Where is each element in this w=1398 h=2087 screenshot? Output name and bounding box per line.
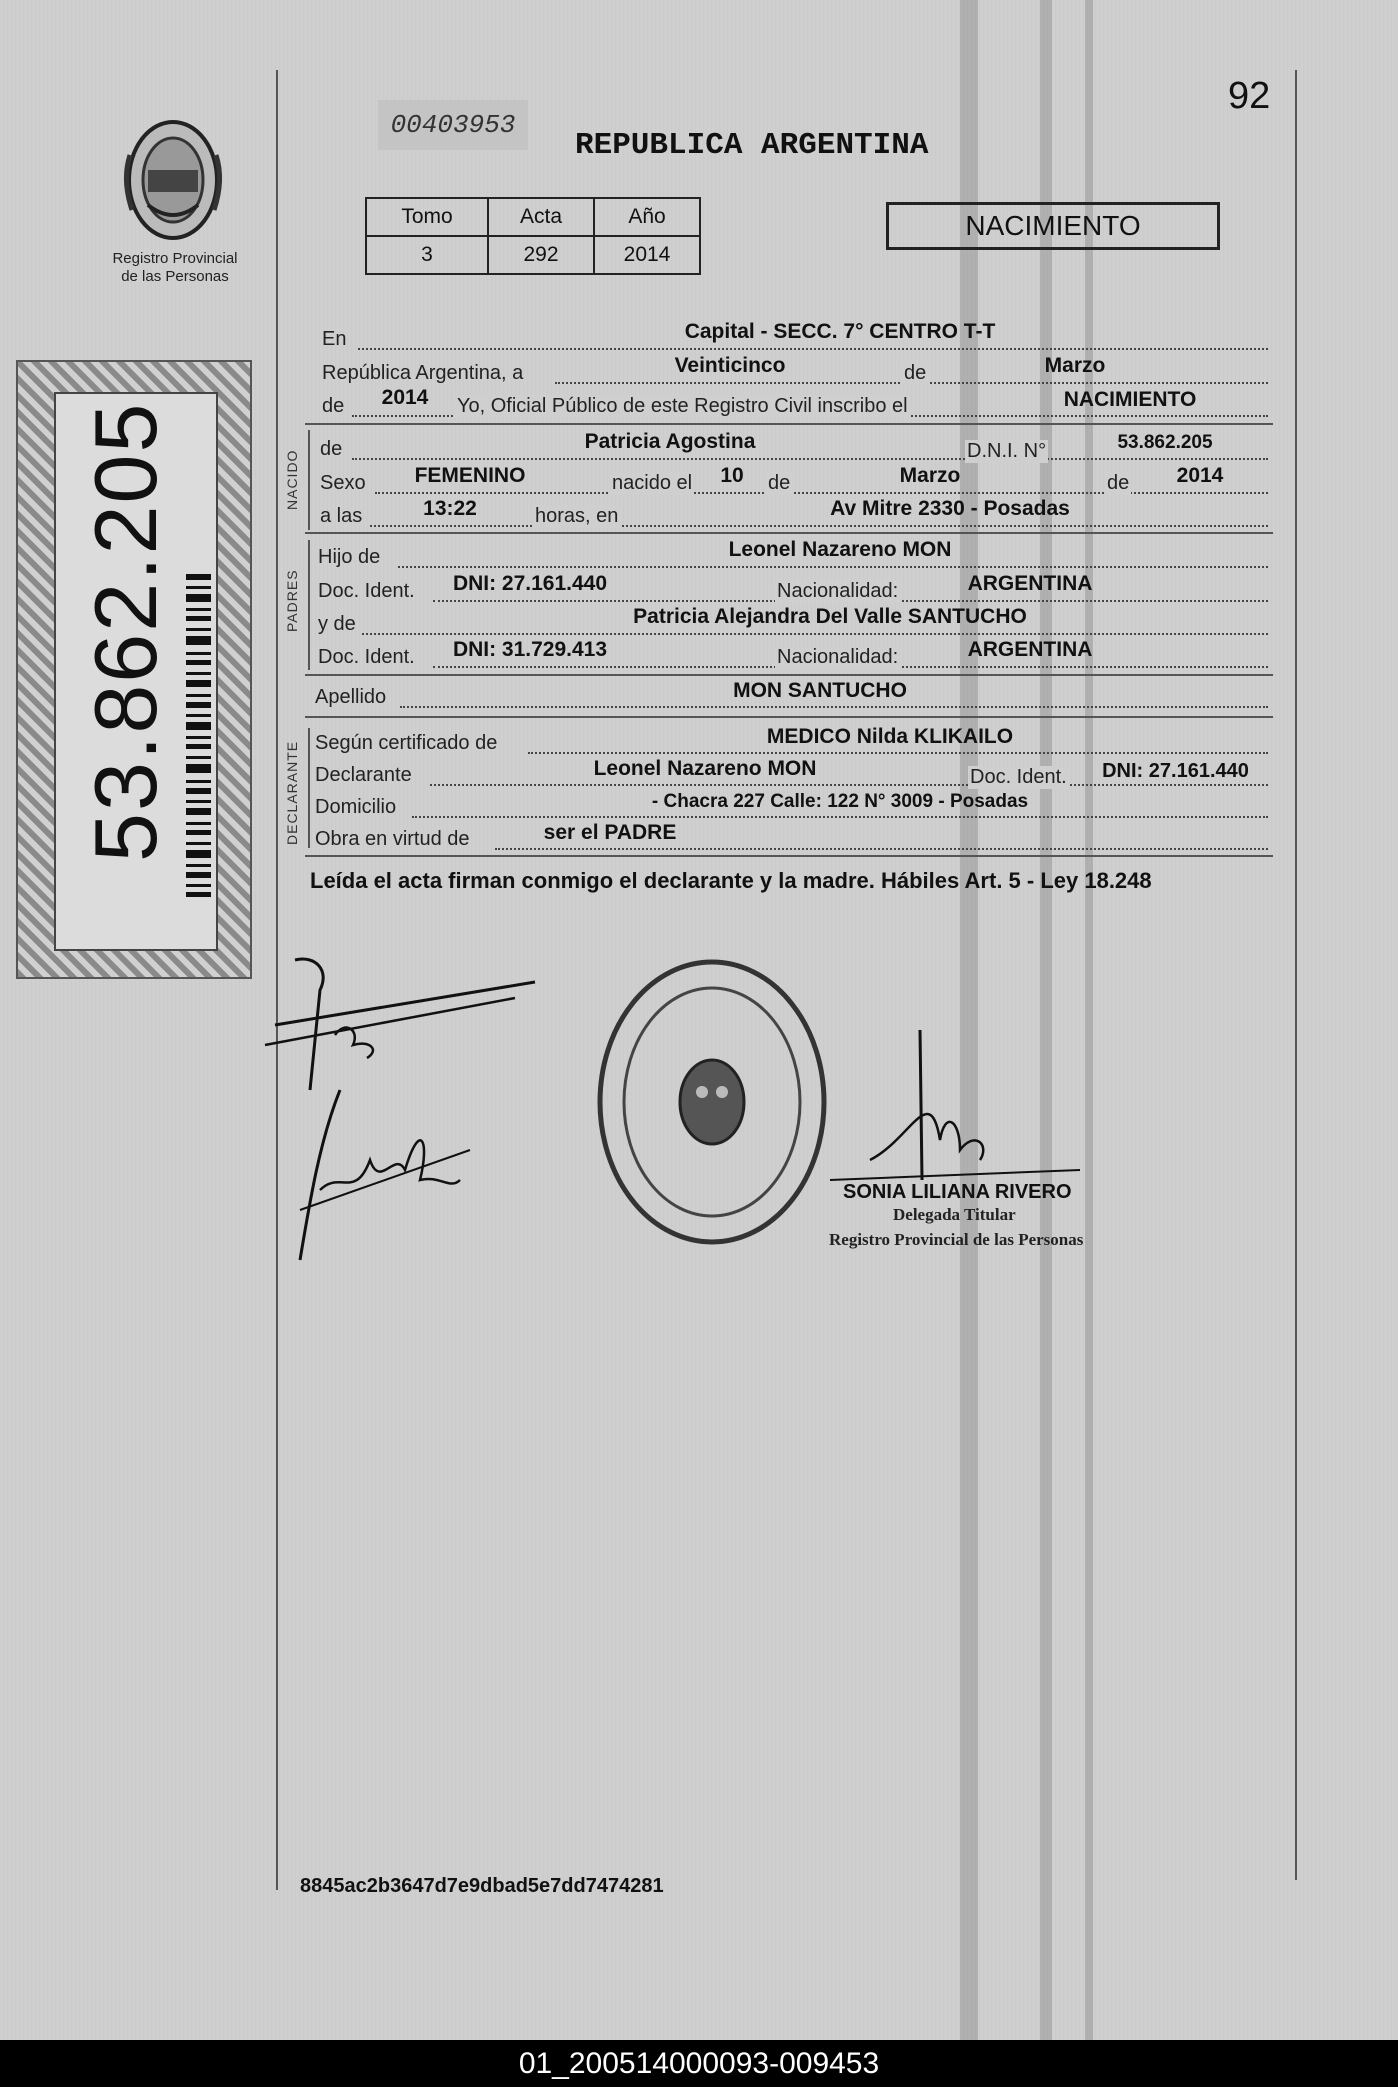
birth-day-value: 10 [720, 464, 744, 487]
father-doc-value: DNI: 27.161.440 [452, 572, 608, 595]
logo-caption-line1: Registro Provincial [112, 250, 238, 267]
birth-place-value: Av Mitre 2330 - Posadas [830, 497, 1070, 520]
nacido-el-label: nacido el [612, 472, 693, 494]
birth-year-value: 2014 [1176, 464, 1224, 487]
declarante-doc-value: DNI: 27.161.440 [1102, 760, 1249, 782]
nacido-de-label: de [320, 438, 343, 460]
birth-month-value: Marzo [899, 464, 961, 487]
dotted-line [400, 706, 1268, 708]
father-nationality-label: Nacionalidad: [777, 580, 899, 602]
section-label-padres: PADRES [284, 569, 300, 632]
footer-filename: 01_200514000093-009453 [0, 2040, 1398, 2087]
serial-number: 00403953 [378, 100, 528, 150]
dotted-line [495, 848, 1268, 850]
registry-header-ano: Año [594, 198, 700, 236]
right-margin-line [1295, 70, 1297, 1880]
section-bracket [308, 728, 310, 848]
horas-label: horas, en [535, 505, 619, 527]
registry-table [365, 197, 701, 275]
section-bracket [308, 540, 310, 670]
mother-name-value: Patricia Alejandra Del Valle SANTUCHO [633, 605, 1027, 628]
document-hash: 8845ac2b3647d7e9dbad5e7dd7474281 [300, 1875, 664, 1897]
en-label: En [322, 328, 347, 350]
logo-caption [90, 250, 260, 286]
dotted-line [352, 458, 1268, 460]
signature-3 [830, 1020, 1090, 1190]
signer-name: SONIA LILIANA RIVERO [843, 1181, 1072, 1203]
record-type-box: NACIMIENTO [886, 202, 1220, 250]
declarante-label: Declarante [315, 764, 412, 786]
declarante-value: Leonel Nazareno MON [593, 757, 817, 780]
closing-statement: Leída el acta firman conmigo el declarante y la madre. Hábiles Art. 5 - Ley 18.248 [310, 868, 1152, 893]
a-las-label: a las [320, 505, 363, 527]
child-name-value: Patricia Agostina [584, 430, 756, 453]
section-label-nacido: NACIDO [284, 449, 300, 510]
sexo-value: FEMENINO [414, 464, 526, 487]
inscribo-value: NACIMIENTO [1063, 388, 1197, 411]
page-number: 92 [1228, 75, 1271, 117]
registry-value-tomo: 3 [366, 236, 488, 274]
registry-header-acta: Acta [488, 198, 594, 236]
sexo-label: Sexo [320, 472, 366, 494]
official-seal-icon [592, 952, 832, 1252]
dni-number-vertical: 53.862.205 [76, 401, 175, 862]
section-divider [305, 532, 1273, 534]
republica-label: República Argentina, a [322, 362, 524, 384]
hijo-de-label: Hijo de [318, 546, 381, 568]
year-value: 2014 [381, 386, 429, 409]
section-divider [305, 716, 1273, 718]
province-seal-icon [118, 115, 228, 245]
apellido-value: MON SANTUCHO [733, 679, 907, 702]
logo-caption-line2: de las Personas [121, 268, 229, 285]
birth-de-label: de [768, 472, 791, 494]
section-divider [305, 423, 1273, 425]
de-year-label: de [322, 395, 345, 417]
dotted-line [370, 525, 1268, 527]
registry-header-tomo: Tomo [366, 198, 488, 236]
domicilio-value: - Chacra 227 Calle: 122 N° 3009 - Posadas [651, 791, 1029, 812]
mother-doc-label: Doc. Ident. [318, 646, 415, 668]
signer-org: Registro Provincial de las Personas [829, 1230, 1084, 1249]
inscribo-text: Yo, Oficial Público de este Registro Civil inscribo el [457, 395, 908, 417]
place-value: Capital - SECC. 7° CENTRO T-T [684, 320, 996, 343]
day-written-value: Veinticinco [674, 354, 786, 377]
child-dni-value: 53.862.205 [1117, 432, 1213, 453]
dni-label: D.N.I. N° [967, 440, 1047, 462]
dotted-line [375, 492, 1268, 494]
country-title: REPUBLICA ARGENTINA [575, 128, 929, 163]
dotted-line [362, 633, 1268, 635]
cert-label: Según certificado de [315, 732, 498, 754]
registry-value-acta: 292 [488, 236, 594, 274]
dotted-line [412, 816, 1268, 818]
registry-value-ano: 2014 [594, 236, 700, 274]
father-doc-label: Doc. Ident. [318, 580, 415, 602]
declarante-doc-label: Doc. Ident. [970, 766, 1067, 788]
section-bracket [308, 430, 310, 530]
father-name-value: Leonel Nazareno MON [728, 538, 952, 561]
cert-value: MEDICO Nilda KLIKAILO [766, 725, 1014, 748]
month-value: Marzo [1044, 354, 1106, 377]
de-label: de [904, 362, 927, 384]
father-nationality-value: ARGENTINA [967, 572, 1093, 595]
y-de-label: y de [318, 613, 356, 635]
dni-sticker [16, 360, 252, 979]
registry-table-value-row [366, 236, 700, 274]
mother-doc-value: DNI: 31.729.413 [452, 638, 608, 661]
section-divider [305, 855, 1273, 857]
dotted-line [528, 752, 1268, 754]
dotted-line [430, 784, 1268, 786]
dotted-line [398, 566, 1268, 568]
dotted-line [358, 348, 1268, 350]
obra-value: ser el PADRE [543, 821, 677, 844]
signature-2 [280, 1080, 480, 1270]
apellido-label: Apellido [315, 686, 387, 708]
section-divider [305, 674, 1273, 676]
section-label-declarante: DECLARANTE [284, 740, 300, 845]
mother-nationality-label: Nacionalidad: [777, 646, 899, 668]
time-value: 13:22 [423, 497, 477, 520]
registry-table-header-row [366, 198, 700, 236]
birth-de-label-2: de [1107, 472, 1130, 494]
barcode-icon [186, 404, 211, 939]
signer-role: Delegada Titular [893, 1205, 1016, 1224]
mother-nationality-value: ARGENTINA [967, 638, 1093, 661]
domicilio-label: Domicilio [315, 796, 397, 818]
obra-label: Obra en virtud de [315, 828, 470, 850]
